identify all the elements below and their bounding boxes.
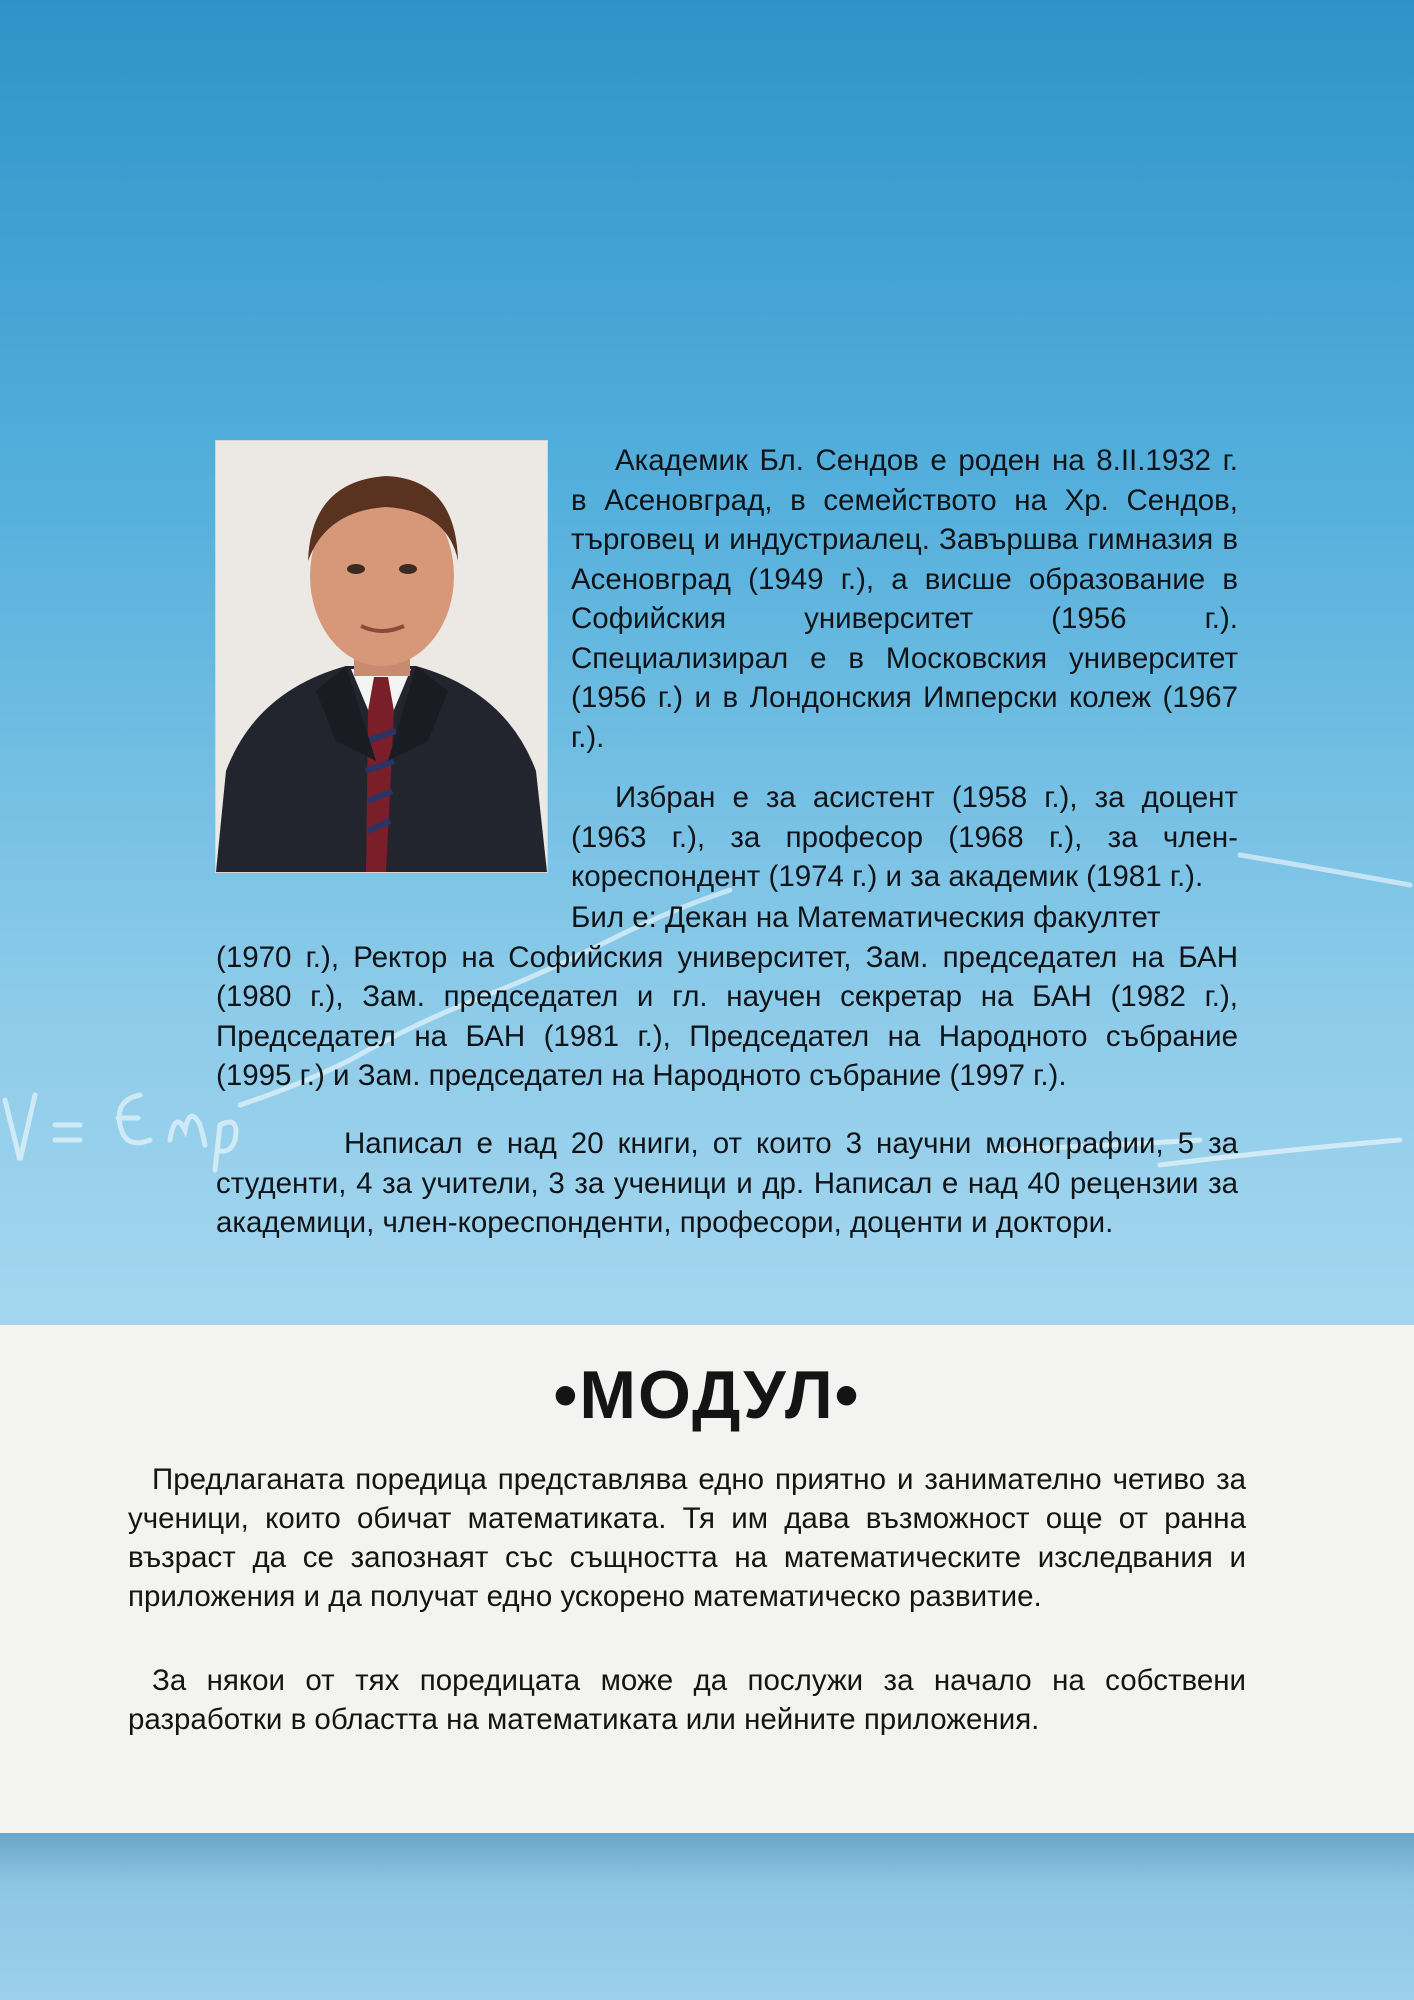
- biography-paragraph-birth: Академик Бл. Сендов е роден на 8.II.1932 г. в Асеновград, в семейството на Хр. Сендов, търговец и индустриалец. Завършва гимназия в Асеновград (1949 г.), а висше образование в Софийския университет (1956 г.). Специализирал е в Московския университет (1956 г.) и в Лондонския Имперски колеж (1967 г.).: [571, 444, 1238, 754]
- biography-offices-first-line: Бил е: Декан на Математическия факултет: [571, 901, 1161, 934]
- portrait-illustration: [216, 441, 547, 872]
- series-title: •МОДУЛ•: [553, 1357, 861, 1433]
- biography-offices-rest: (1970 г.), Ректор на Софийския университет, Зам. председател на БАН (1980 г.), Зам. председател и гл. научен секретар на БАН (1982 г.), Председател на БАН (1981 г.), Председател на Народното събрание (1995 г.) и Зам. председател на Народното събрание (1997 г.).: [216, 940, 1238, 1092]
- biography-paragraph-positions: Избран е за асистент (1958 г.), за доцент (1963 г.), за професор (1968 г.), за член-кореспондент (1974 г.) и за академик (1981 г.).: [571, 781, 1238, 893]
- author-portrait: [216, 441, 547, 872]
- series-description-paragraph-2: За някои от тях поредицата може да послужи за начало на собствени разработки в областта на математиката или нейните приложения.: [128, 1664, 1246, 1736]
- cover-bottom-strip: [0, 1833, 1414, 2000]
- biography-paragraph-books: Написал е над 20 книги, от които 3 научни монографии, 5 за студенти, 4 за учители, 3 за ученици и др. Написал е над 40 рецензии за академици, член-кореспонденти, професори, доценти и доктори.: [216, 1127, 1238, 1239]
- series-description-paragraph-1: Предлаганата поредица представлява едно приятно и занимателно четиво за ученици, които обичат математиката. Тя им дава възможност още от ранна възраст да се запознаят със същността на математическите изследвания и приложения и да получат едно ускорено математическо развитие.: [128, 1463, 1246, 1613]
- biography-paragraph-offices: [216, 898, 1238, 1096]
